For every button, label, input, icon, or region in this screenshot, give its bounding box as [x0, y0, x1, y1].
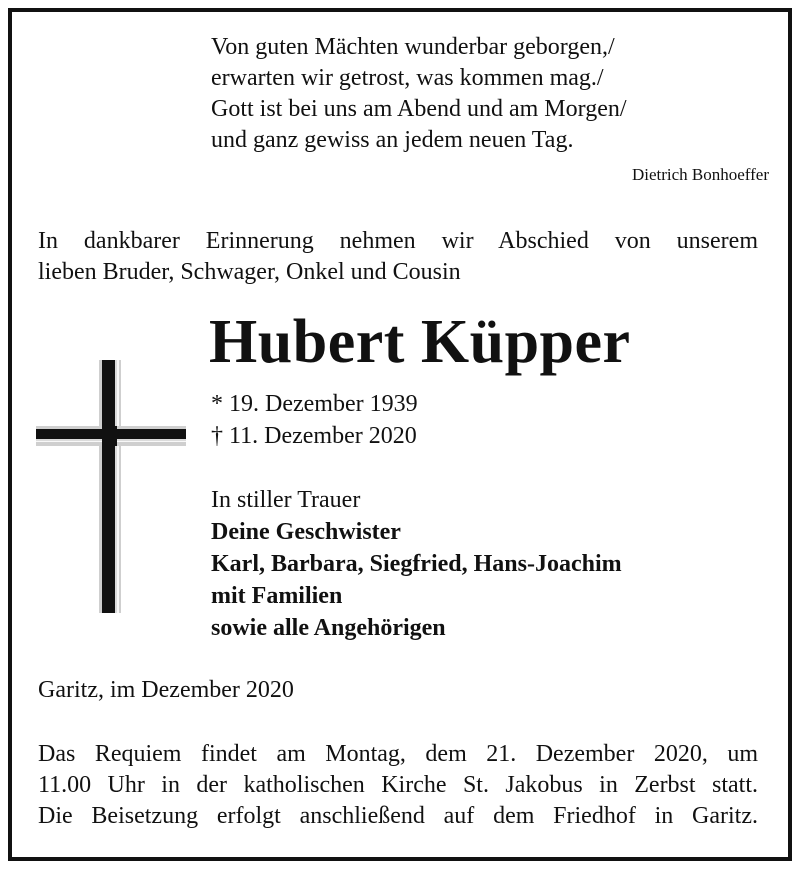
mourners-line: sowie alle Angehörigen [211, 615, 446, 641]
life-dates [211, 388, 418, 452]
poem-line: Gott ist bei uns am Abend und am Morgen/ [211, 96, 627, 122]
mourners [211, 484, 622, 644]
requiem-line: Das Requiem findet am Montag, dem 21. Dezember 2020, um [38, 741, 758, 767]
poem-line: und ganz gewiss an jedem neuen Tag. [211, 127, 574, 153]
mourning-intro: In stiller Trauer [211, 487, 361, 513]
poem [211, 32, 627, 156]
intro-line: In dankbarer Erinnerung nehmen wir Abschied von unserem [38, 228, 758, 254]
birth-date: * 19. Dezember 1939 [211, 391, 418, 417]
poem-author: Dietrich Bonhoeffer [631, 165, 769, 184]
requiem-text [38, 739, 758, 832]
poem-line: erwarten wir getrost, was kommen mag./ [211, 65, 604, 91]
place-date: Garitz, im Dezember 2020 [38, 677, 294, 703]
obituary-notice [8, 8, 792, 861]
requiem-line: 11.00 Uhr in der katholischen Kirche St. Jakobus in Zerbst statt. [38, 772, 758, 798]
mourners-line: Karl, Barbara, Siegfried, Hans-Joachim [211, 551, 622, 577]
cross-icon [36, 360, 186, 613]
mourners-line: Deine Geschwister [211, 519, 401, 545]
poem-line: Von guten Mächten wunderbar geborgen,/ [211, 34, 615, 60]
death-date: † 11. Dezember 2020 [211, 423, 417, 449]
mourners-line: mit Familien [211, 583, 343, 609]
requiem-line: Die Beisetzung erfolgt anschließend auf dem Friedhof in Garitz. [38, 803, 758, 829]
intro-text [38, 226, 758, 288]
deceased-name: Hubert Küpper [209, 308, 631, 376]
intro-line: lieben Bruder, Schwager, Onkel und Cousin [38, 259, 461, 285]
